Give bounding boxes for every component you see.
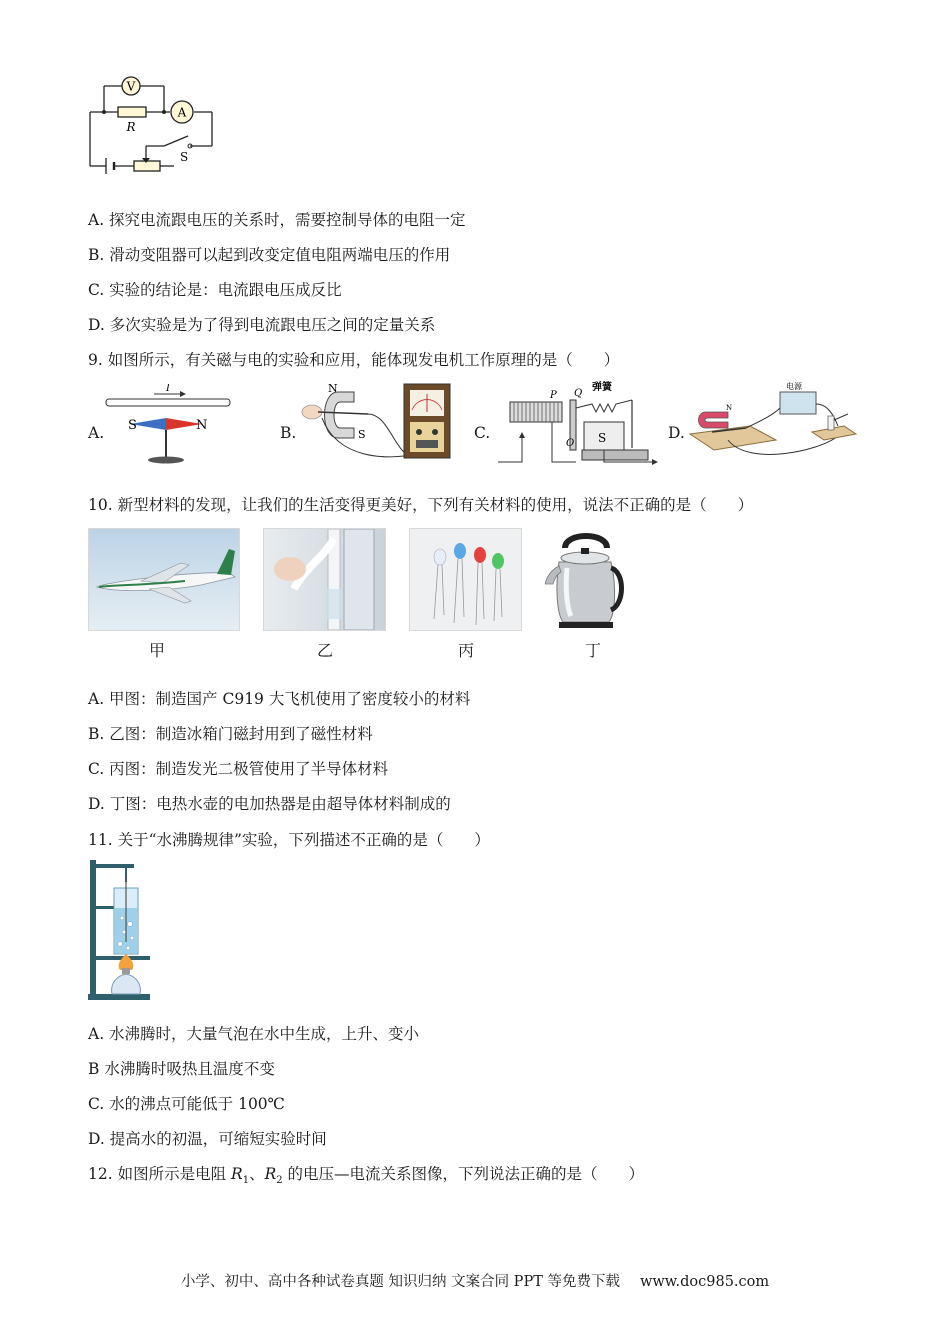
q8-option-c: C. 实验的结论是：电流跟电压成反比 (88, 281, 342, 299)
q12-separator: 、 (249, 1165, 265, 1183)
q9-fig-c-o-label: O (566, 438, 575, 449)
q9-fig-c-spring-label: 弹簧 (592, 382, 612, 393)
q9-fig-d-n-label: N (726, 404, 733, 412)
q8-circuit-diagram (84, 66, 224, 186)
q10-photo-ding-kettle (545, 528, 627, 630)
q9-fig-a-current-label: I (166, 384, 170, 394)
q9-fig-b-s-label: S (358, 428, 366, 441)
q9-fig-c-p-label: P (550, 390, 557, 401)
q12-r1-subscript: 1 (242, 1175, 250, 1187)
q9-fig-a-compass-wire (104, 384, 234, 466)
q12-r2-subscript: 2 (276, 1175, 283, 1187)
q9-option-d-label: D. (668, 424, 685, 442)
ammeter-label: A (177, 105, 187, 120)
q9-stem: 9. 如图所示，有关磁与电的实验和应用，能体现发电机工作原理的是（ ） (88, 351, 620, 369)
q11-option-c: C. 水的沸点可能低于 100℃ (88, 1095, 286, 1113)
voltmeter-label: V (126, 79, 136, 94)
q12-stem-suffix: 的电压—电流关系图像，下列说法正确的是（ ） (282, 1165, 645, 1183)
q9-fig-b-generator-galvanometer (298, 380, 458, 470)
q9-fig-c-q-label: Q (574, 388, 583, 399)
q11-option-d: D. 提高水的初温，可缩短实验时间 (88, 1130, 327, 1148)
q8-option-d: D. 多次实验是为了得到电流跟电压之间的定量关系 (88, 316, 436, 334)
q12-r1-symbol: R (231, 1165, 243, 1183)
q10-photo-jia-airplane (88, 528, 240, 631)
q8-option-b: B. 滑动变阻器可以起到改变定值电阻两端电压的作用 (88, 246, 451, 264)
q10-caption-ding: 丁 (584, 641, 601, 660)
q9-option-c-label: C. (474, 424, 491, 442)
q9-fig-a-n-label: N (196, 418, 208, 433)
q9-option-a-label: A. (88, 424, 105, 442)
footer-url[interactable]: www.doc985.com (639, 1274, 770, 1290)
q10-caption-jia: 甲 (148, 641, 165, 660)
q10-stem: 10. 新型材料的发现，让我们的生活变得更美好，下列有关材料的使用，说法不正确的是（ ） (88, 496, 754, 514)
page-footer (0, 1270, 950, 1291)
q9-fig-c-electromagnetic-relay (492, 378, 660, 466)
q11-option-a: A. 水沸腾时，大量气泡在水中生成，上升、变小 (88, 1025, 420, 1043)
q10-option-c: C. 丙图：制造发光二极管使用了半导体材料 (88, 760, 389, 778)
q9-fig-d-motor-experiment (688, 382, 858, 462)
q12-stem (88, 1164, 644, 1191)
q12-r2-symbol: R (264, 1165, 277, 1183)
q9-fig-d-source-label: 电源 (786, 382, 802, 391)
q10-option-a: A. 甲图：制造国产 C919 大飞机使用了密度较小的材料 (88, 690, 471, 708)
q9-fig-c-s-label: S (598, 431, 607, 445)
footer-text: 小学、初中、高中各种试卷真题 知识归纳 文案合同 PPT 等免费下载 (180, 1274, 620, 1290)
q9-fig-b-n-label: N (328, 382, 338, 395)
q10-photo-yi-fridge-seal (263, 528, 386, 631)
q11-boiling-apparatus (86, 858, 156, 1002)
q8-option-a: A. 探究电流跟电压的关系时，需要控制导体的电阻一定 (88, 211, 466, 229)
q10-option-d: D. 丁图：电热水壶的电加热器是由超导体材料制成的 (88, 795, 451, 813)
q10-caption-yi: 乙 (316, 641, 333, 660)
q12-stem-prefix: 12. 如图所示是电阻 (88, 1165, 232, 1183)
q11-option-b: B 水沸腾时吸热且温度不变 (88, 1060, 275, 1078)
resistor-label: R (126, 120, 136, 134)
q10-option-b: B. 乙图：制造冰箱门磁封用到了磁性材料 (88, 725, 373, 743)
q11-stem: 11. 关于“水沸腾规律”实验，下列描述不正确的是（ ） (88, 831, 490, 849)
switch-label: S (180, 150, 189, 164)
q9-fig-a-s-label: S (128, 418, 137, 433)
q9-option-b-label: B. (280, 424, 297, 442)
q10-photo-bing-leds (409, 528, 522, 631)
q10-caption-bing: 丙 (457, 641, 474, 660)
